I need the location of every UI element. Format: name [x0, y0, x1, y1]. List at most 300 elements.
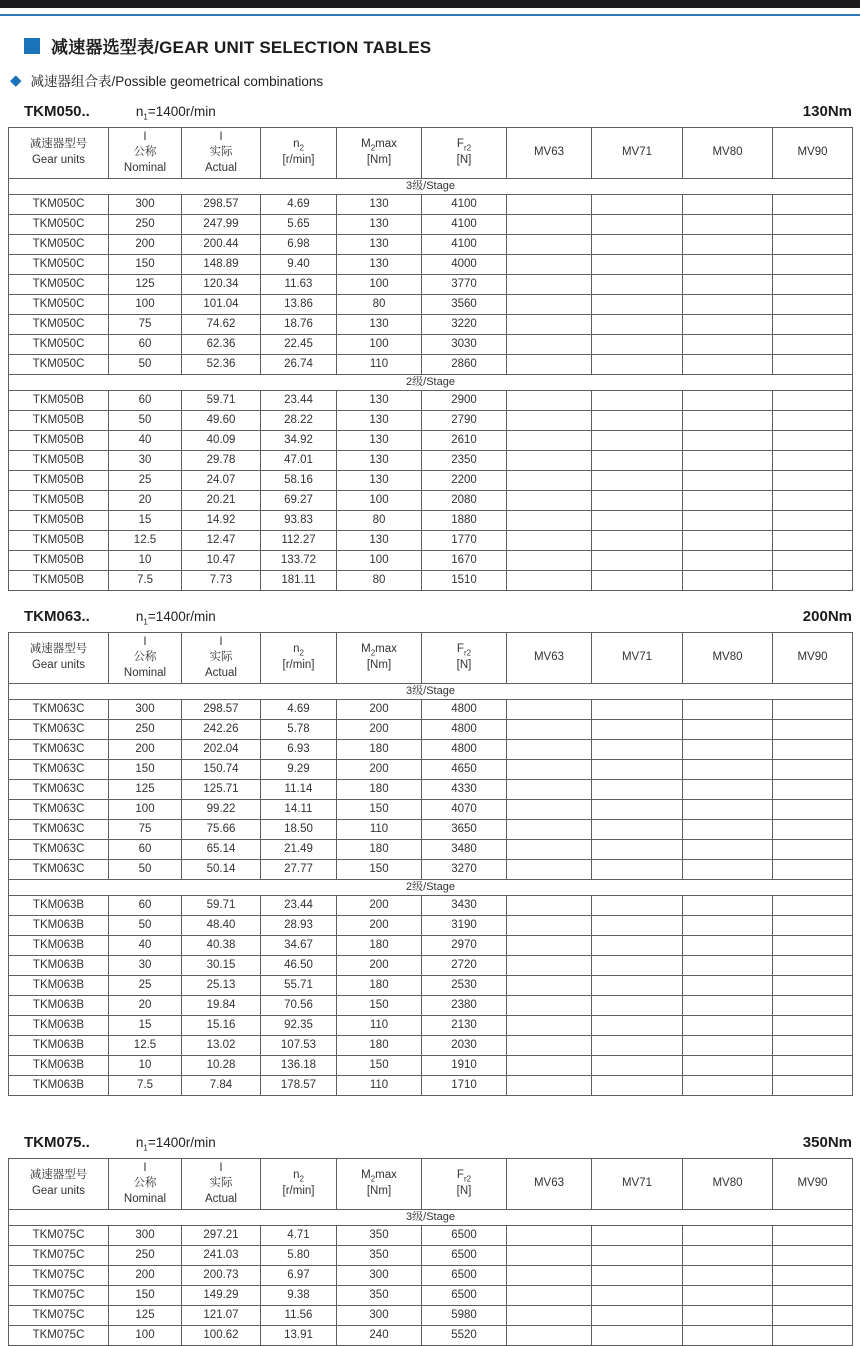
cell-motor-combination-empty — [773, 275, 853, 295]
cell-output-speed: 18.50 — [261, 820, 337, 840]
cell-actual-ratio: 24.07 — [182, 471, 261, 491]
cell-max-torque: 130 — [337, 315, 422, 335]
cell-motor-combination-empty — [592, 315, 683, 335]
cell-motor-combination-empty — [592, 800, 683, 820]
cell-output-speed: 28.93 — [261, 916, 337, 936]
cell-max-torque: 350 — [337, 1246, 422, 1266]
cell-motor-combination-empty — [773, 976, 853, 996]
cell-nominal-ratio: 20 — [109, 491, 182, 511]
cell-output-speed: 9.40 — [261, 255, 337, 275]
stage-label: 2级/Stage — [9, 375, 853, 391]
cell-max-torque: 130 — [337, 195, 422, 215]
cell-nominal-ratio: 60 — [109, 840, 182, 860]
cell-radial-force: 2080 — [422, 491, 507, 511]
cell-actual-ratio: 50.14 — [182, 860, 261, 880]
table-row — [9, 531, 853, 551]
section-input-speed: $n_1=1400r/\min$ — [135, 609, 216, 627]
col-header-motor-mv71: MV71 — [592, 128, 683, 179]
cell-motor-combination-empty — [592, 411, 683, 431]
cell-motor-combination-empty — [683, 531, 773, 551]
cell-motor-combination-empty — [773, 571, 853, 591]
gear-table-section — [0, 103, 860, 591]
cell-actual-ratio: 150.74 — [182, 760, 261, 780]
cell-motor-combination-empty — [683, 431, 773, 451]
cell-motor-combination-empty — [773, 355, 853, 375]
cell-motor-combination-empty — [507, 916, 592, 936]
cell-actual-ratio: 75.66 — [182, 820, 261, 840]
cell-nominal-ratio: 15 — [109, 1016, 182, 1036]
col-header-motor-mv80: MV80 — [683, 128, 773, 179]
cell-max-torque: 300 — [337, 1306, 422, 1326]
table-header-row — [9, 1159, 853, 1210]
cell-radial-force: 2790 — [422, 411, 507, 431]
cell-output-speed: 6.97 — [261, 1266, 337, 1286]
cell-motor-combination-empty — [683, 1266, 773, 1286]
cell-motor-combination-empty — [773, 700, 853, 720]
cell-output-speed: 28.22 — [261, 411, 337, 431]
cell-max-torque: 110 — [337, 1016, 422, 1036]
cell-actual-ratio: 40.38 — [182, 936, 261, 956]
cell-max-torque: 130 — [337, 215, 422, 235]
col-header-motor-mv63: MV63 — [507, 128, 592, 179]
cell-motor-combination-empty — [773, 411, 853, 431]
col-header-output-speed: $n_2$ [r/min] — [261, 633, 337, 684]
cell-radial-force: 4000 — [422, 255, 507, 275]
cell-gear-unit: TKM063C — [9, 720, 109, 740]
cell-motor-combination-empty — [683, 551, 773, 571]
cell-radial-force: 1710 — [422, 1076, 507, 1096]
cell-motor-combination-empty — [592, 335, 683, 355]
page-title: 减速器选型表/GEAR UNIT SELECTION TABLES — [51, 38, 432, 57]
cell-motor-combination-empty — [592, 1266, 683, 1286]
table-row — [9, 195, 853, 215]
cell-radial-force: 2970 — [422, 936, 507, 956]
cell-motor-combination-empty — [773, 780, 853, 800]
col-header-ratio-actual: I 实际 Actual — [182, 128, 261, 179]
cell-motor-combination-empty — [683, 1016, 773, 1036]
cell-actual-ratio: 62.36 — [182, 335, 261, 355]
cell-motor-combination-empty — [507, 1016, 592, 1036]
cell-radial-force: 3190 — [422, 916, 507, 936]
cell-motor-combination-empty — [773, 840, 853, 860]
cell-radial-force: 3430 — [422, 896, 507, 916]
cell-radial-force: 1670 — [422, 551, 507, 571]
cell-motor-combination-empty — [773, 1306, 853, 1326]
cell-motor-combination-empty — [507, 335, 592, 355]
cell-motor-combination-empty — [507, 235, 592, 255]
cell-motor-combination-empty — [592, 740, 683, 760]
cell-actual-ratio: 40.09 — [182, 431, 261, 451]
cell-motor-combination-empty — [683, 916, 773, 936]
table-row — [9, 511, 853, 531]
cell-max-torque: 350 — [337, 1286, 422, 1306]
cell-nominal-ratio: 125 — [109, 1306, 182, 1326]
cell-motor-combination-empty — [507, 275, 592, 295]
cell-output-speed: 13.86 — [261, 295, 337, 315]
cell-actual-ratio: 149.29 — [182, 1286, 261, 1306]
cell-gear-unit: TKM050B — [9, 411, 109, 431]
cell-nominal-ratio: 50 — [109, 411, 182, 431]
cell-actual-ratio: 100.62 — [182, 1326, 261, 1346]
cell-output-speed: 22.45 — [261, 335, 337, 355]
cell-motor-combination-empty — [683, 1246, 773, 1266]
cell-motor-combination-empty — [683, 235, 773, 255]
cell-motor-combination-empty — [592, 1016, 683, 1036]
cell-motor-combination-empty — [507, 840, 592, 860]
cell-radial-force: 4100 — [422, 215, 507, 235]
cell-max-torque: 150 — [337, 1056, 422, 1076]
table-row — [9, 411, 853, 431]
cell-gear-unit: TKM063C — [9, 700, 109, 720]
cell-motor-combination-empty — [683, 996, 773, 1016]
cell-radial-force: 3220 — [422, 315, 507, 335]
cell-actual-ratio: 297.21 — [182, 1226, 261, 1246]
cell-motor-combination-empty — [683, 411, 773, 431]
cell-nominal-ratio: 125 — [109, 275, 182, 295]
stage-label: 3级/Stage — [9, 1210, 853, 1226]
cell-actual-ratio: 15.16 — [182, 1016, 261, 1036]
cell-output-speed: 181.11 — [261, 571, 337, 591]
cell-gear-unit: TKM063C — [9, 800, 109, 820]
cell-actual-ratio: 202.04 — [182, 740, 261, 760]
cell-max-torque: 110 — [337, 355, 422, 375]
cell-motor-combination-empty — [507, 571, 592, 591]
cell-max-torque: 300 — [337, 1266, 422, 1286]
cell-output-speed: 13.91 — [261, 1326, 337, 1346]
cell-max-torque: 80 — [337, 511, 422, 531]
cell-nominal-ratio: 75 — [109, 315, 182, 335]
cell-motor-combination-empty — [592, 195, 683, 215]
stage-divider-row — [9, 684, 853, 700]
cell-motor-combination-empty — [507, 1286, 592, 1306]
cell-radial-force: 4100 — [422, 235, 507, 255]
cell-nominal-ratio: 25 — [109, 471, 182, 491]
col-header-ratio-nominal: I 公称 Nominal — [109, 633, 182, 684]
cell-motor-combination-empty — [683, 936, 773, 956]
cell-max-torque: 350 — [337, 1226, 422, 1246]
cell-motor-combination-empty — [683, 391, 773, 411]
cell-motor-combination-empty — [507, 215, 592, 235]
cell-motor-combination-empty — [592, 976, 683, 996]
cell-radial-force: 4800 — [422, 720, 507, 740]
cell-radial-force: 5980 — [422, 1306, 507, 1326]
page-subtitle-row — [10, 70, 852, 90]
cell-motor-combination-empty — [773, 471, 853, 491]
cell-actual-ratio: 48.40 — [182, 916, 261, 936]
table-row — [9, 896, 853, 916]
cell-motor-combination-empty — [683, 780, 773, 800]
stage-divider-row — [9, 1210, 853, 1226]
table-row — [9, 1326, 853, 1346]
cell-gear-unit: TKM050B — [9, 451, 109, 471]
cell-motor-combination-empty — [683, 1326, 773, 1346]
cell-max-torque: 240 — [337, 1326, 422, 1346]
cell-gear-unit: TKM075C — [9, 1246, 109, 1266]
cell-nominal-ratio: 250 — [109, 1246, 182, 1266]
cell-motor-combination-empty — [683, 1226, 773, 1246]
col-header-max-torque: $M_2\max$ [Nm] — [337, 128, 422, 179]
cell-motor-combination-empty — [592, 471, 683, 491]
cell-output-speed: 9.38 — [261, 1286, 337, 1306]
col-header-motor-mv71: MV71 — [592, 1159, 683, 1210]
cell-actual-ratio: 125.71 — [182, 780, 261, 800]
cell-motor-combination-empty — [507, 780, 592, 800]
cell-motor-combination-empty — [592, 1036, 683, 1056]
cell-motor-combination-empty — [507, 491, 592, 511]
cell-motor-combination-empty — [507, 1306, 592, 1326]
cell-actual-ratio: 49.60 — [182, 411, 261, 431]
cell-radial-force: 6500 — [422, 1226, 507, 1246]
cell-motor-combination-empty — [507, 295, 592, 315]
cell-radial-force: 3480 — [422, 840, 507, 860]
table-row — [9, 551, 853, 571]
col-header-motor-mv71: MV71 — [592, 633, 683, 684]
col-header-max-torque: $M_2\max$ [Nm] — [337, 633, 422, 684]
table-row — [9, 355, 853, 375]
cell-motor-combination-empty — [773, 451, 853, 471]
cell-output-speed: 23.44 — [261, 391, 337, 411]
cell-actual-ratio: 59.71 — [182, 896, 261, 916]
cell-nominal-ratio: 300 — [109, 700, 182, 720]
cell-motor-combination-empty — [773, 896, 853, 916]
cell-actual-ratio: 7.73 — [182, 571, 261, 591]
cell-motor-combination-empty — [683, 720, 773, 740]
page-title-row — [24, 33, 852, 58]
cell-actual-ratio: 241.03 — [182, 1246, 261, 1266]
cell-gear-unit: TKM063C — [9, 760, 109, 780]
cell-motor-combination-empty — [683, 355, 773, 375]
cell-output-speed: 5.78 — [261, 720, 337, 740]
cell-motor-combination-empty — [507, 956, 592, 976]
cell-motor-combination-empty — [683, 335, 773, 355]
cell-radial-force: 3770 — [422, 275, 507, 295]
cell-actual-ratio: 247.99 — [182, 215, 261, 235]
cell-motor-combination-empty — [773, 820, 853, 840]
cell-radial-force: 4070 — [422, 800, 507, 820]
cell-actual-ratio: 14.92 — [182, 511, 261, 531]
cell-motor-combination-empty — [592, 700, 683, 720]
col-header-motor-mv80: MV80 — [683, 633, 773, 684]
cell-output-speed: 178.57 — [261, 1076, 337, 1096]
cell-motor-combination-empty — [507, 315, 592, 335]
cell-max-torque: 130 — [337, 451, 422, 471]
cell-motor-combination-empty — [592, 551, 683, 571]
cell-motor-combination-empty — [683, 760, 773, 780]
table-row — [9, 720, 853, 740]
cell-output-speed: 21.49 — [261, 840, 337, 860]
cell-radial-force: 6500 — [422, 1246, 507, 1266]
table-row — [9, 235, 853, 255]
cell-output-speed: 23.44 — [261, 896, 337, 916]
cell-motor-combination-empty — [592, 275, 683, 295]
cell-gear-unit: TKM063B — [9, 936, 109, 956]
cell-motor-combination-empty — [773, 391, 853, 411]
cell-motor-combination-empty — [773, 800, 853, 820]
cell-gear-unit: TKM063C — [9, 740, 109, 760]
cell-output-speed: 136.18 — [261, 1056, 337, 1076]
cell-actual-ratio: 25.13 — [182, 976, 261, 996]
cell-max-torque: 180 — [337, 976, 422, 996]
cell-actual-ratio: 13.02 — [182, 1036, 261, 1056]
cell-motor-combination-empty — [773, 1326, 853, 1346]
cell-radial-force: 4650 — [422, 760, 507, 780]
section-torque-rating: 200Nm — [802, 608, 852, 625]
col-header-motor-mv90: MV90 — [773, 128, 853, 179]
cell-gear-unit: TKM050B — [9, 391, 109, 411]
cell-gear-unit: TKM063B — [9, 996, 109, 1016]
page-subtitle: 减速器组合表/Possible geometrical combinations — [30, 74, 324, 89]
cell-radial-force: 3270 — [422, 860, 507, 880]
section-torque-rating: 130Nm — [802, 103, 852, 120]
cell-gear-unit: TKM050C — [9, 295, 109, 315]
cell-nominal-ratio: 50 — [109, 916, 182, 936]
cell-nominal-ratio: 150 — [109, 255, 182, 275]
cell-motor-combination-empty — [773, 1266, 853, 1286]
cell-motor-combination-empty — [773, 1016, 853, 1036]
cell-max-torque: 200 — [337, 916, 422, 936]
cell-gear-unit: TKM063B — [9, 1016, 109, 1036]
col-header-motor-mv63: MV63 — [507, 633, 592, 684]
table-row — [9, 335, 853, 355]
section-input-speed: $n_1=1400r/\min$ — [135, 104, 216, 122]
cell-motor-combination-empty — [592, 491, 683, 511]
cell-actual-ratio: 200.73 — [182, 1266, 261, 1286]
cell-motor-combination-empty — [507, 551, 592, 571]
cell-max-torque: 130 — [337, 411, 422, 431]
cell-max-torque: 200 — [337, 700, 422, 720]
table-row — [9, 1076, 853, 1096]
table-row — [9, 700, 853, 720]
cell-motor-combination-empty — [592, 936, 683, 956]
cell-output-speed: 55.71 — [261, 976, 337, 996]
cell-actual-ratio: 12.47 — [182, 531, 261, 551]
cell-actual-ratio: 19.84 — [182, 996, 261, 1016]
section-input-speed: $n_1=1400r/\min$ — [135, 1135, 216, 1153]
cell-motor-combination-empty — [592, 820, 683, 840]
cell-max-torque: 130 — [337, 531, 422, 551]
cell-motor-combination-empty — [592, 916, 683, 936]
cell-motor-combination-empty — [507, 1326, 592, 1346]
col-header-output-speed: $n_2$ [r/min] — [261, 128, 337, 179]
cell-output-speed: 9.29 — [261, 760, 337, 780]
gear-table-section — [0, 608, 860, 1096]
cell-radial-force: 3650 — [422, 820, 507, 840]
cell-output-speed: 34.92 — [261, 431, 337, 451]
table-row — [9, 255, 853, 275]
cell-actual-ratio: 298.57 — [182, 700, 261, 720]
cell-actual-ratio: 29.78 — [182, 451, 261, 471]
cell-radial-force: 6500 — [422, 1266, 507, 1286]
cell-motor-combination-empty — [592, 295, 683, 315]
cell-motor-combination-empty — [507, 976, 592, 996]
cell-motor-combination-empty — [592, 840, 683, 860]
cell-gear-unit: TKM063B — [9, 896, 109, 916]
cell-motor-combination-empty — [592, 235, 683, 255]
cell-max-torque: 100 — [337, 275, 422, 295]
section-heading — [24, 1134, 852, 1151]
cell-motor-combination-empty — [773, 860, 853, 880]
section-heading — [24, 608, 852, 625]
cell-radial-force: 2380 — [422, 996, 507, 1016]
cell-motor-combination-empty — [507, 820, 592, 840]
cell-motor-combination-empty — [683, 956, 773, 976]
cell-motor-combination-empty — [773, 740, 853, 760]
cell-output-speed: 26.74 — [261, 355, 337, 375]
cell-motor-combination-empty — [773, 1036, 853, 1056]
cell-radial-force: 1880 — [422, 511, 507, 531]
cell-max-torque: 200 — [337, 956, 422, 976]
section-model-label: TKM075.. — [24, 1134, 90, 1151]
cell-output-speed: 11.63 — [261, 275, 337, 295]
cell-gear-unit: TKM050B — [9, 531, 109, 551]
cell-motor-combination-empty — [507, 760, 592, 780]
cell-radial-force: 2030 — [422, 1036, 507, 1056]
cell-motor-combination-empty — [683, 740, 773, 760]
table-row — [9, 1056, 853, 1076]
col-header-motor-mv80: MV80 — [683, 1159, 773, 1210]
cell-nominal-ratio: 100 — [109, 295, 182, 315]
col-header-motor-mv63: MV63 — [507, 1159, 592, 1210]
table-row — [9, 956, 853, 976]
cell-radial-force: 2610 — [422, 431, 507, 451]
cell-max-torque: 200 — [337, 760, 422, 780]
cell-nominal-ratio: 75 — [109, 820, 182, 840]
cell-max-torque: 150 — [337, 860, 422, 880]
cell-radial-force: 2900 — [422, 391, 507, 411]
cell-motor-combination-empty — [683, 511, 773, 531]
cell-nominal-ratio: 30 — [109, 956, 182, 976]
cell-motor-combination-empty — [592, 1056, 683, 1076]
table-row — [9, 780, 853, 800]
table-row — [9, 275, 853, 295]
cell-motor-combination-empty — [592, 1076, 683, 1096]
cell-nominal-ratio: 40 — [109, 936, 182, 956]
cell-max-torque: 130 — [337, 431, 422, 451]
cell-motor-combination-empty — [683, 840, 773, 860]
col-header-max-torque: $M_2\max$ [Nm] — [337, 1159, 422, 1210]
cell-nominal-ratio: 150 — [109, 760, 182, 780]
cell-motor-combination-empty — [683, 571, 773, 591]
cell-motor-combination-empty — [683, 255, 773, 275]
cell-actual-ratio: 120.34 — [182, 275, 261, 295]
cell-radial-force: 1770 — [422, 531, 507, 551]
cell-max-torque: 180 — [337, 936, 422, 956]
cell-motor-combination-empty — [592, 780, 683, 800]
table-row — [9, 840, 853, 860]
cell-output-speed: 4.69 — [261, 195, 337, 215]
cell-motor-combination-empty — [592, 451, 683, 471]
cell-motor-combination-empty — [683, 451, 773, 471]
table-row — [9, 820, 853, 840]
cell-motor-combination-empty — [592, 1326, 683, 1346]
cell-radial-force: 2720 — [422, 956, 507, 976]
cell-motor-combination-empty — [507, 996, 592, 1016]
diamond-bullet-icon: ◆ — [10, 71, 22, 89]
cell-radial-force: 3030 — [422, 335, 507, 355]
cell-motor-combination-empty — [773, 720, 853, 740]
cell-motor-combination-empty — [683, 896, 773, 916]
cell-nominal-ratio: 50 — [109, 355, 182, 375]
cell-gear-unit: TKM063C — [9, 780, 109, 800]
cell-actual-ratio: 10.47 — [182, 551, 261, 571]
cell-motor-combination-empty — [773, 335, 853, 355]
section-model-label: TKM063.. — [24, 608, 90, 625]
table-header-row — [9, 633, 853, 684]
cell-motor-combination-empty — [592, 571, 683, 591]
cell-radial-force: 2200 — [422, 471, 507, 491]
cell-nominal-ratio: 250 — [109, 720, 182, 740]
table-header-row — [9, 128, 853, 179]
